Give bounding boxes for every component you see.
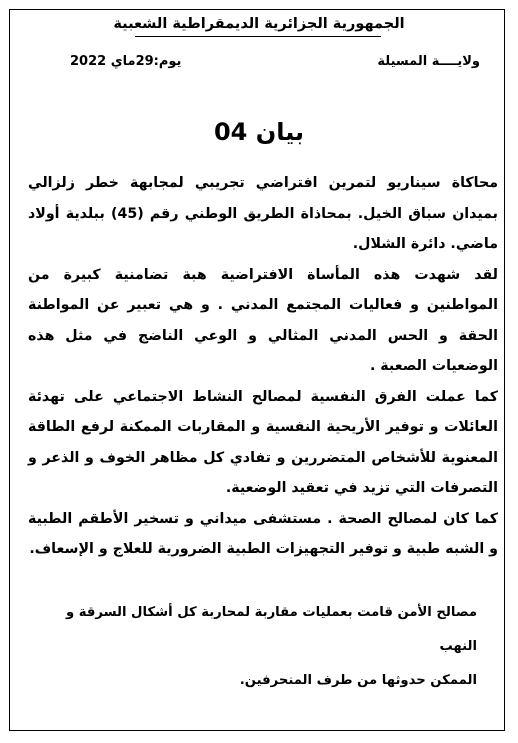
paragraph-3: كما عملت الفرق النفسية لمصالح النشاط الاجتماعي على تهدئة العائلات و توفير الأريحية النفسية و المقاربات الممكنة لرفع الطاقة المعنوية للأشخاص المتضررين و تفادي كل مظاهر الخوف و الذعر و التصرفات التي تزيد في تعقيد الوضعية. [28,388,498,496]
date-label: يوم:29ماي 2022 [70,54,182,69]
statement-body [28,168,498,565]
security-line-1: مصالح الأمن قامت بعمليات مقاربة لمحاربة كل أشكال السرقة و النهب [65,605,477,654]
security-line-2: الممكن حدوثها من طرف المنحرفين. [239,673,477,688]
paragraph-2: لقد شهدت هذه المأساة الافتراضية هبة تضامنية كبيرة من المواطنين و فعاليات المجتمع المدني . و هي تعبير عن المواطنة الحقة و الحس المدني المثالي و الوعي الناضج في مثل هذه الوضعيات الصعبة . [28,266,498,374]
paragraph-4: كما كان لمصالح الصحة . مستشفى ميداني و تسخير الأطقم الطبية و الشبه طبية و توفير التجهيزات الطبية الضرورية للعلاج و الإسعاف. [28,510,498,557]
statement-title: بيان 04 [213,118,305,146]
wilaya-label: ولايــــة المسيلة [377,54,480,69]
heading-underline [135,36,381,37]
security-paragraph [55,596,477,698]
republic-heading: الجمهورية الجزائرية الديمقراطية الشعبية [113,16,405,32]
paragraph-1: محاكاة سيناريو لتمرين افتراضي تجريبي لمجابهة خطر زلزالي بميدان سباق الخيل. بمحاذاة الطريق الوطني رقم (45) ببلدية أولاد ماضي. دائرة الشلال. [28,175,498,252]
